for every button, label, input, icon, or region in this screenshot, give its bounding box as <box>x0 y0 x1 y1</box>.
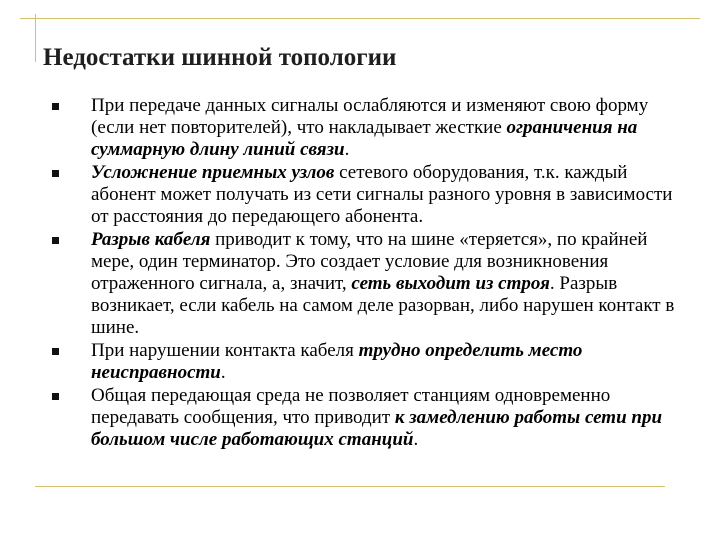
item-text: При нарушении контакта кабеля <box>91 340 359 361</box>
list-item <box>52 340 692 384</box>
item-emphasis: Усложнение приемных узлов <box>91 162 335 183</box>
item-emphasis: ограничения на суммарную длину линий связи <box>91 117 638 160</box>
item-text: . <box>413 429 419 450</box>
list-item <box>52 95 692 161</box>
square-bullet-icon <box>52 237 59 244</box>
left-accent-line <box>35 14 36 62</box>
square-bullet-icon <box>52 170 59 177</box>
list-item <box>52 162 692 228</box>
item-text: . <box>344 139 350 160</box>
item-emphasis: трудно определить место неисправности <box>91 340 583 383</box>
item-text: сетевого оборудования, т.к. каждый абонент может получать из сети сигналы разного уровня в зависимости от расстояния до передающего абонента. <box>91 162 673 227</box>
slide-title: Недостатки шинной топологии <box>43 44 397 71</box>
bullet-list <box>52 95 692 452</box>
item-emphasis: к замедлению работы сети при большом числе работающих станций <box>91 407 663 450</box>
square-bullet-icon <box>52 393 59 400</box>
list-item <box>52 385 692 451</box>
item-text: . Разрыв возникает, если кабель на самом деле разорван, либо нарушен контакт в шине. <box>91 273 675 338</box>
top-divider-line <box>20 18 700 19</box>
item-text: Общая передающая среда не позволяет станциям одновременно передавать сообщения, что приводит <box>91 385 611 428</box>
list-item <box>52 229 692 339</box>
item-text: При передаче данных сигналы ослабляются и изменяют свою форму (если нет повторителей), что накладывает жесткие <box>91 95 649 138</box>
bottom-divider-line <box>35 486 665 487</box>
item-emphasis: сеть выходит из строя <box>351 273 550 294</box>
item-text: . <box>220 362 226 383</box>
square-bullet-icon <box>52 103 59 110</box>
item-emphasis: Разрыв кабеля <box>91 229 211 250</box>
item-text: приводит к тому, что на шине «теряется», по крайней мере, один терминатор. Это создает условие для возникновения отраженного сигнала, а, значит, <box>91 229 648 294</box>
square-bullet-icon <box>52 348 59 355</box>
